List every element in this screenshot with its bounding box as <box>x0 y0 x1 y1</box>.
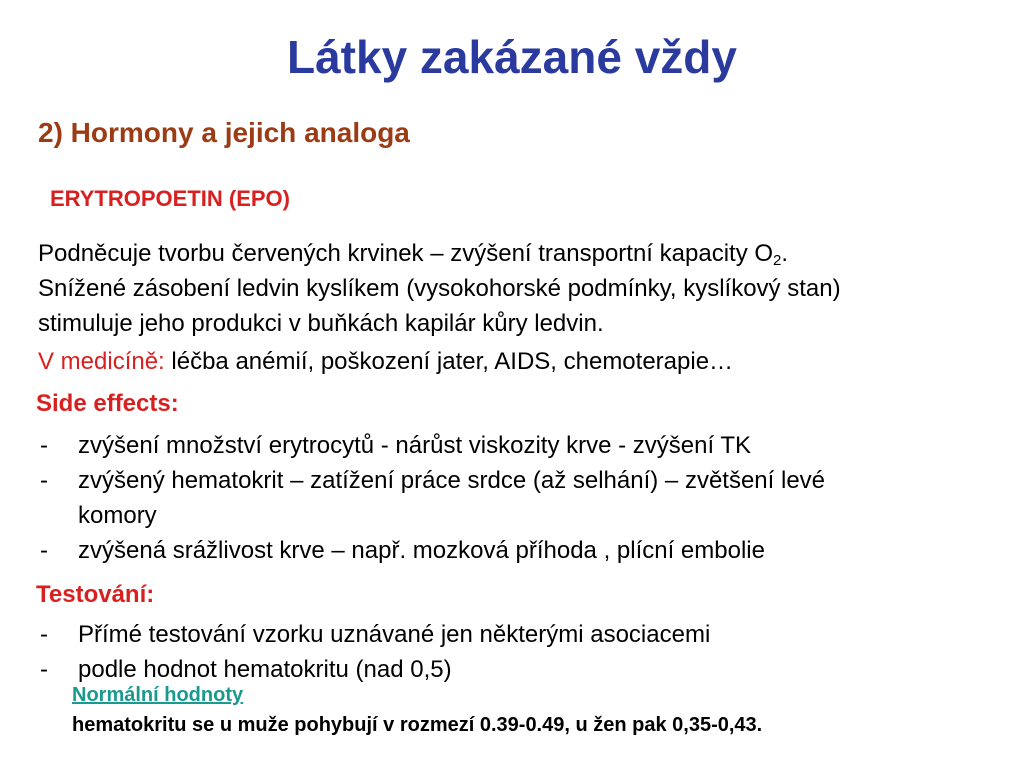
list-item: - Přímé testování vzorku uznávané jen některými asociacemi <box>40 621 711 648</box>
description-line-3: stimuluje jeho produkci v buňkách kapilár kůry ledvin. <box>38 310 604 337</box>
side-effects-list <box>40 428 825 568</box>
medicine-label: V medicíně: <box>38 348 165 375</box>
description-paragraph <box>38 236 841 341</box>
list-item: - zvýšený hematokrit – zatížení práce srdce (až selhání) – zvětšení levé <box>40 467 826 494</box>
slide-title: Látky zakázané vždy <box>286 31 737 83</box>
substance-heading: ERYTROPOETIN (EPO) <box>50 186 290 211</box>
side-effects-heading: Side effects: <box>36 390 179 417</box>
normal-values-link[interactable]: Normální hodnoty <box>72 684 244 706</box>
testing-list <box>40 617 710 687</box>
list-item: - zvýšení množství erytrocytů - nárůst viskozity krve - zvýšení TK <box>40 432 752 459</box>
section-subtitle: 2) Hormony a jejich analoga <box>38 117 410 148</box>
description-line-2: Snížené zásobení ledvin kyslíkem (vysokohorské podmínky, kyslíkový stan) <box>38 275 841 302</box>
normal-values-note: hematokritu se u muže pohybují v rozmezí 0.39-0.49, u žen pak 0,35-0,43. <box>72 714 763 736</box>
list-item-continuation: komory <box>78 502 157 529</box>
testing-heading: Testování: <box>36 581 155 608</box>
list-item: - podle hodnot hematokritu (nad 0,5) <box>40 656 452 683</box>
list-item: - zvýšená srážlivost krve – např. mozková příhoda , plícní embolie <box>40 537 765 564</box>
medicine-line <box>38 348 733 376</box>
medicine-text: léčba anémií, poškození jater, AIDS, chemoterapie… <box>164 348 734 375</box>
description-line-1: Podněcuje tvorbu červených krvinek – zvýšení transportní kapacity $O_2$. <box>38 240 789 269</box>
